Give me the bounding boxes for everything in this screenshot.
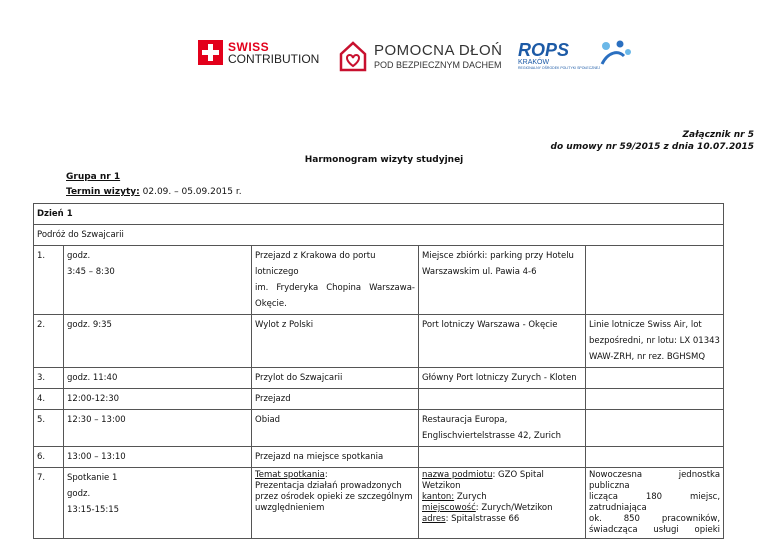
place-cell [419, 246, 586, 315]
notes-line: ok. 850 pracowników, [589, 514, 721, 524]
notes-cell [586, 315, 724, 368]
place-label: miejscowość [422, 503, 476, 513]
time-cell: godz. 11:40 [64, 368, 252, 389]
time-cell: 13:00 – 13:10 [64, 447, 252, 468]
notes-line: WAW-ZRH, nr rez. BGHSMQ [589, 352, 706, 362]
place-value: Zurych [454, 492, 487, 502]
table-row [34, 410, 724, 447]
pomocna-logo-line1: POMOCNA DŁOŃ [374, 42, 503, 59]
rops-logo-line3: REGIONALNY OŚRODEK POLITYKI SPOŁECZNEJ [518, 65, 601, 70]
pomocna-dlon-logo [338, 40, 503, 72]
day-header-row [34, 204, 724, 225]
place-line [422, 492, 582, 503]
rops-logo-line2: KRAKÓW [518, 58, 550, 66]
activity-cell: Wylot z Polski [252, 315, 419, 368]
place-label: kanton: [422, 492, 455, 502]
activity-line: Okęcie. [255, 299, 287, 309]
day-subheader-row [34, 225, 724, 246]
notes-cell [586, 389, 724, 410]
activity-line: Prezentacja działań prowadzonych [255, 481, 402, 491]
place-line: Englischviertelstrasse 42, Zurich [422, 431, 562, 441]
place-label: adres [422, 514, 446, 524]
row-number: 6. [34, 447, 64, 468]
row-number: 3. [34, 368, 64, 389]
table-row [34, 389, 724, 410]
table-row [34, 447, 724, 468]
notes-line: świadcząca usługi opieki [589, 525, 721, 535]
day-subheader: Podróż do Szwajcarii [34, 225, 724, 246]
activity-line: im. Fryderyka Chopina Warszawa- [255, 283, 415, 293]
notes-line: Nowoczesna jednostka publiczna [589, 470, 721, 491]
place-cell: Główny Port lotniczy Zurych - Kloten [419, 368, 586, 389]
schedule-table [33, 203, 724, 539]
swiss-contribution-logo [198, 40, 319, 65]
time-line: godz. [67, 251, 91, 261]
place-value: : Spitalstrasse 66 [445, 514, 520, 524]
place-cell [419, 410, 586, 447]
table-row [34, 246, 724, 315]
table-row [34, 468, 724, 539]
term-label: Termin wizyty: [66, 187, 140, 197]
table-row [34, 368, 724, 389]
pomocna-logo-line2: POD BEZPIECZNYM DACHEM [374, 60, 502, 70]
notes-line: Linie lotnicze Swiss Air, lot [589, 320, 702, 330]
annex-line1: Załącznik nr 5 [682, 130, 754, 140]
place-label: nazwa podmiotu [422, 470, 493, 480]
place-cell: Port lotniczy Warszawa - Okęcie [419, 315, 586, 368]
document-title: Harmonogram wizyty studyjnej [304, 155, 464, 165]
house-heart-icon [338, 40, 368, 72]
activity-cell: Przylot do Szwajcarii [252, 368, 419, 389]
time-cell: 12:00-12:30 [64, 389, 252, 410]
row-number: 5. [34, 410, 64, 447]
place-line: Warszawskim ul. Pawia 4-6 [422, 267, 537, 277]
time-line: godz. [67, 489, 91, 499]
notes-cell [586, 246, 724, 315]
notes-cell [586, 410, 724, 447]
place-line [422, 514, 582, 525]
time-line: Spotkanie 1 [67, 473, 118, 483]
row-number: 2. [34, 315, 64, 368]
term-line [66, 187, 242, 197]
notes-line: bezpośredni, nr lotu: LX 01343 [589, 336, 720, 346]
notes-cell [586, 468, 724, 539]
annex-note [551, 129, 754, 153]
activity-cell: Przejazd [252, 389, 419, 410]
swiss-logo-line2: CONTRIBUTION [228, 51, 320, 66]
notes-cell [586, 368, 724, 389]
place-value: : GZO Spital Wetzikon [422, 470, 544, 491]
term-value: 02.09. – 05.09.2015 r. [139, 187, 242, 197]
rops-logo-line1: ROPS [518, 39, 570, 60]
table-row [34, 315, 724, 368]
place-line [422, 503, 582, 514]
swiss-cross-icon [198, 40, 223, 65]
notes-cell [586, 447, 724, 468]
time-cell [64, 468, 252, 539]
swiss-logo-line1: SWISS [228, 39, 270, 54]
activity-label: Temat spotkania [255, 470, 325, 480]
place-cell [419, 468, 586, 539]
activity-line: przez ośrodek opieki ze szczególnym [255, 492, 413, 502]
place-value: : Zurych/Wetzikon [475, 503, 553, 513]
activity-cell: Temat spotkania: Prezentacja działań prowadzonych przez ośrodek opieki ze szczególnym uwzględnieniem [252, 468, 419, 539]
time-cell [64, 246, 252, 315]
time-cell: godz. 9:35 [64, 315, 252, 368]
day-header: Dzień 1 [34, 204, 724, 225]
group-label: Grupa nr 1 [66, 172, 121, 182]
time-line: 13:15-15:15 [67, 505, 120, 515]
row-number: 7. [34, 468, 64, 539]
place-cell [419, 389, 586, 410]
notes-line: licząca 180 miejsc, zatrudniająca [589, 492, 721, 513]
annex-line2: do umowy nr 59/2015 z dnia 10.07.2015 [550, 142, 754, 152]
place-line [422, 470, 582, 492]
activity-cell [252, 246, 419, 315]
activity-line: Przejazd z Krakowa do portu lotniczego [255, 251, 376, 277]
place-cell [419, 447, 586, 468]
time-cell: 12:30 – 13:00 [64, 410, 252, 447]
row-number: 1. [34, 246, 64, 315]
rops-krakow-logo [518, 40, 632, 70]
time-line: 3:45 – 8:30 [67, 267, 115, 277]
place-line: Miejsce zbiórki: parking przy Hotelu [422, 251, 574, 261]
place-line: Restauracja Europa, [422, 415, 508, 425]
activity-line: uwzględnieniem [255, 503, 325, 513]
row-number: 4. [34, 389, 64, 410]
activity-cell: Obiad [252, 410, 419, 447]
logo-bar [0, 40, 768, 85]
rops-figures-icon [600, 40, 632, 70]
activity-cell: Przejazd na miejsce spotkania [252, 447, 419, 468]
